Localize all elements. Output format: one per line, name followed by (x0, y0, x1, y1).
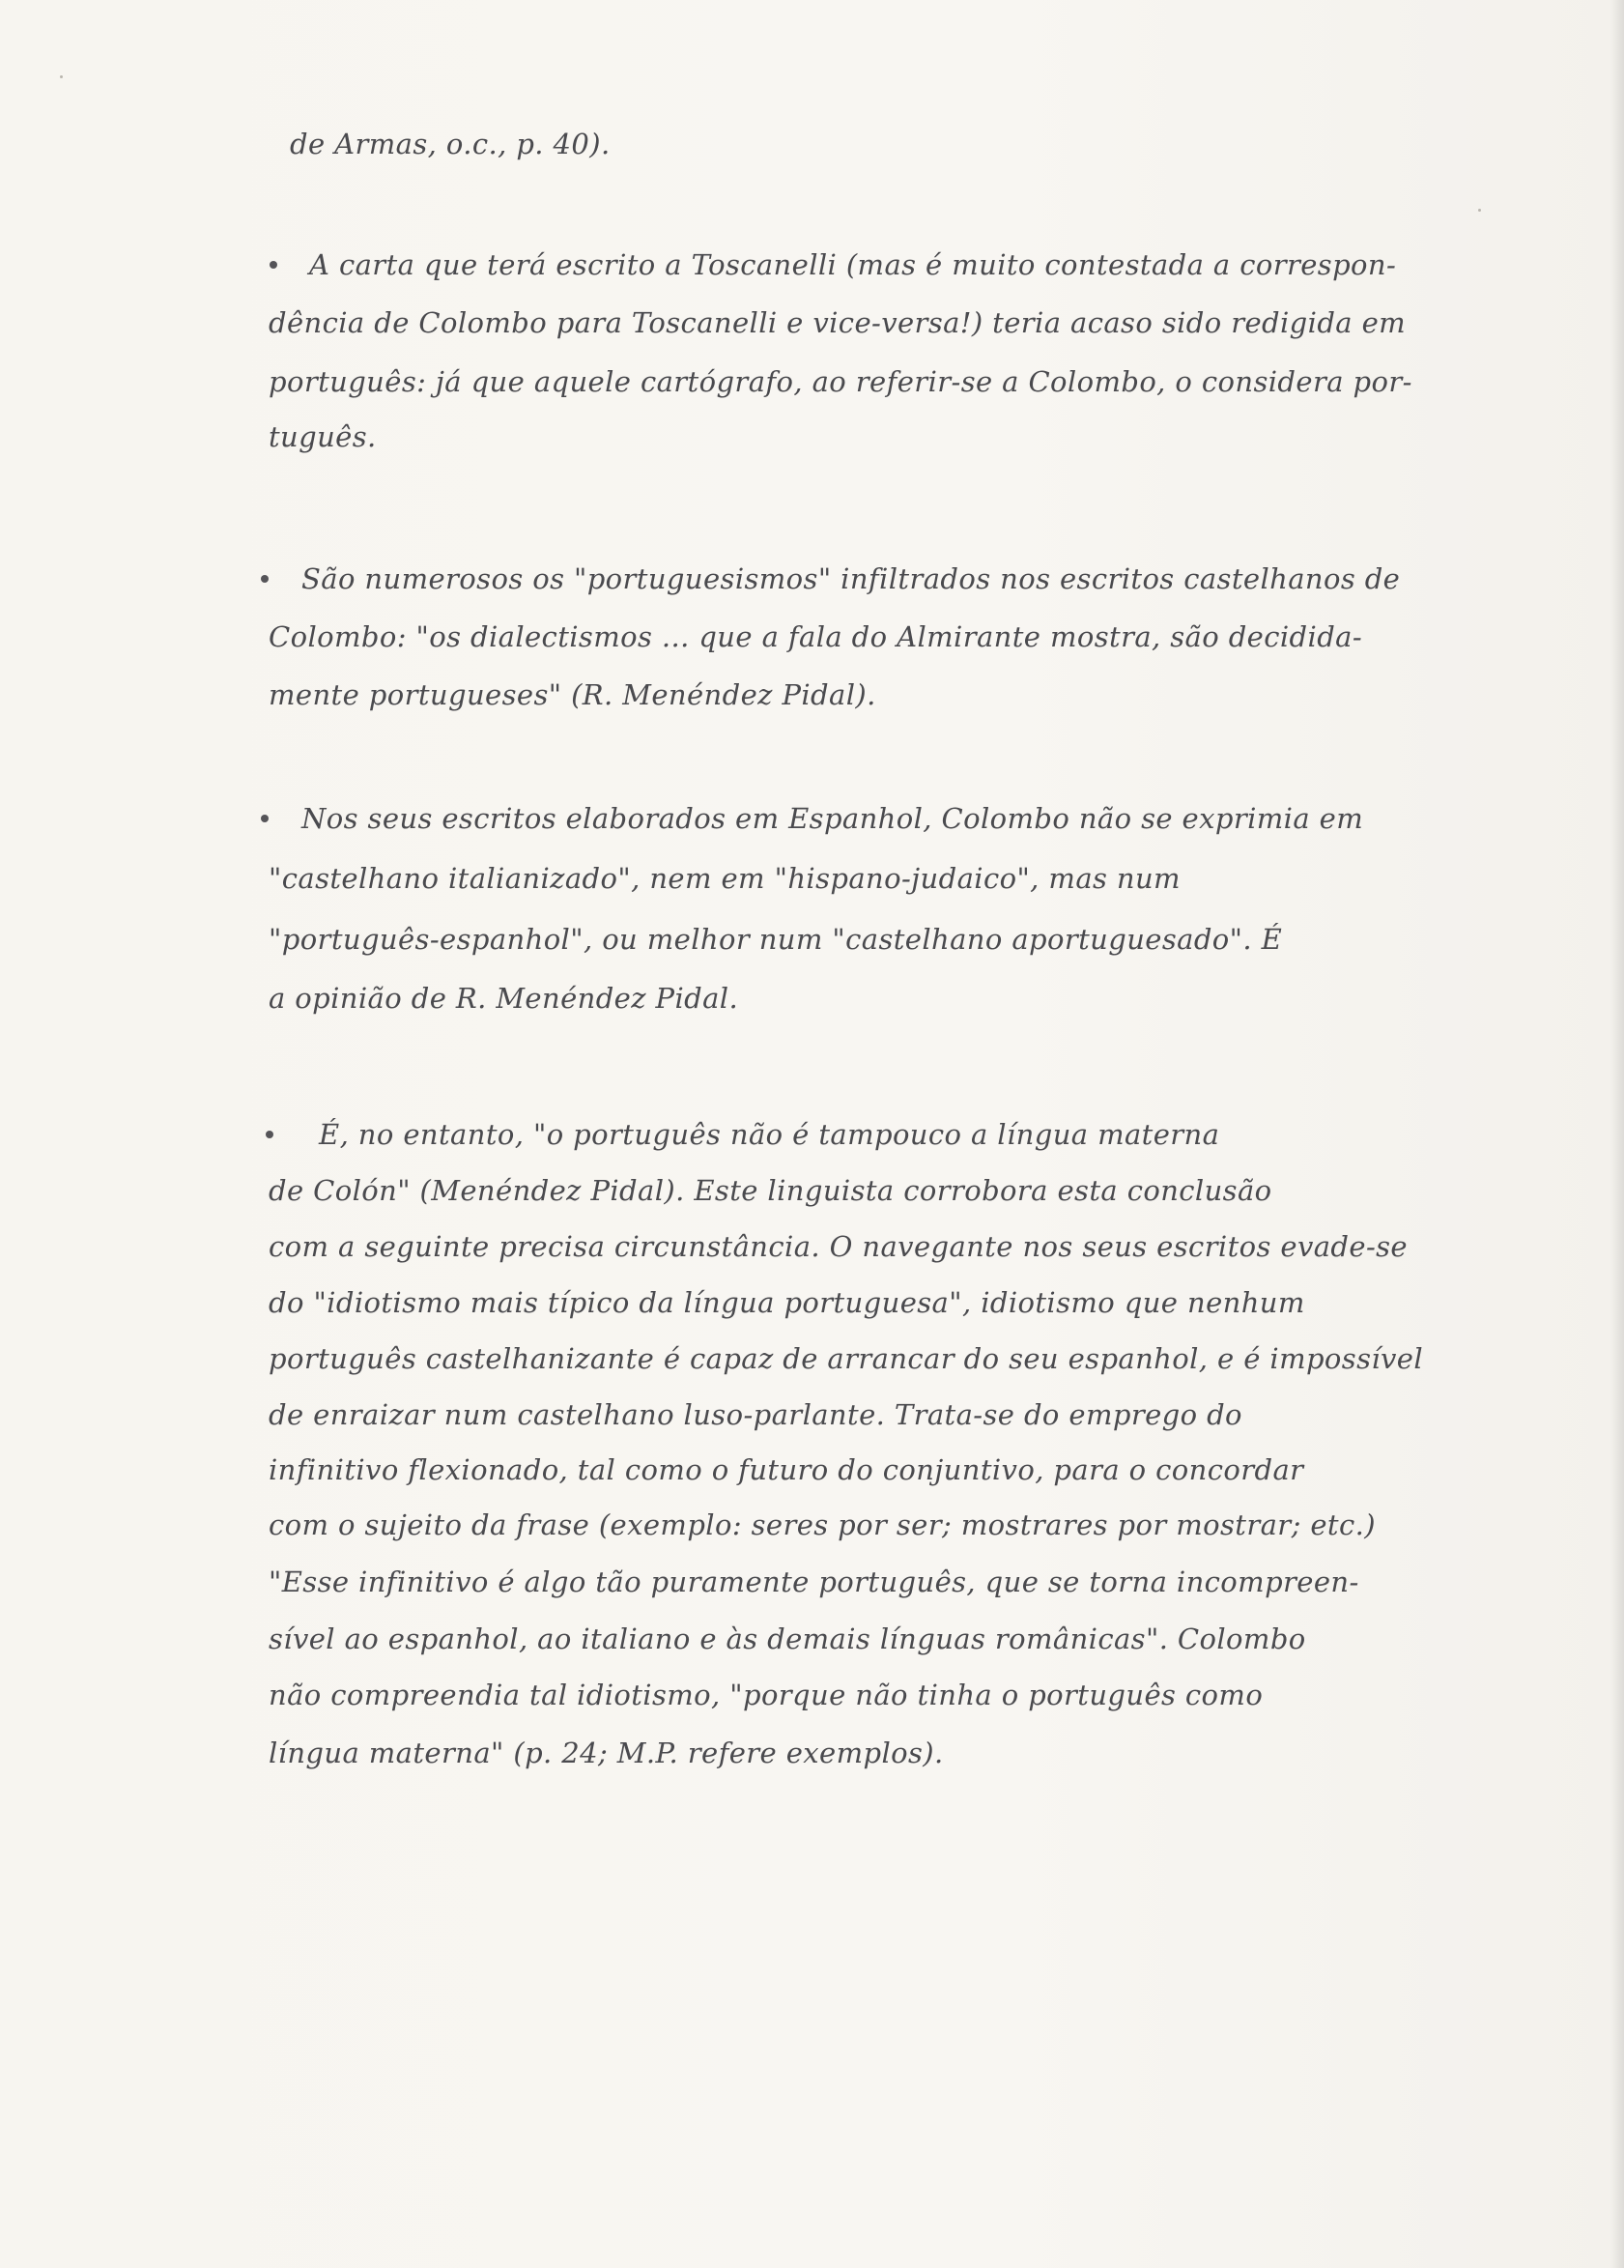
bullet-dot (270, 261, 277, 269)
paragraph-line: do "idiotismo mais típico da língua portuguesa", idiotismo que nenhum (269, 1286, 1305, 1319)
paragraph-line: com a seguinte precisa circunstância. O navegante nos seus escritos evade-se (269, 1230, 1408, 1263)
paragraph-line: com o sujeito da frase (exemplo: seres por ser; mostrares por mostrar; etc.) (269, 1508, 1376, 1541)
continuation-line: de Armas, o.c., p. 40). (290, 128, 611, 160)
paragraph-line: tuguês. (269, 420, 377, 453)
paragraph-line: mente portugueses" (R. Menéndez Pidal). (269, 678, 876, 711)
paragraph-line: português castelhanizante é capaz de arrancar do seu espanhol, e é impossível (269, 1342, 1424, 1375)
paragraph-line: Nos seus escritos elaborados em Espanhol, Colombo não se exprimia em (301, 802, 1364, 835)
paragraph-line: É, no entanto, "o português não é tampouco a língua materna (319, 1118, 1220, 1151)
bullet-dot (266, 1131, 273, 1138)
paragraph-line: Colombo: "os dialectismos ... que a fala do Almirante mostra, são decidida- (269, 620, 1363, 653)
paragraph-line: infinitivo flexionado, tal como o futuro do conjuntivo, para o concordar (269, 1453, 1304, 1486)
paragraph-line: português: já que aquele cartógrafo, ao referir-se a Colombo, o considera por- (269, 365, 1412, 398)
paragraph-line: a opinião de R. Menéndez Pidal. (269, 982, 739, 1015)
paper-speck (60, 75, 63, 78)
paragraph-line: "Esse infinitivo é algo tão puramente português, que se torna incompreen- (269, 1565, 1359, 1598)
paper-speck (1478, 209, 1481, 212)
paragraph-line: de Colón" (Menéndez Pidal). Este linguista corrobora esta conclusão (269, 1174, 1272, 1207)
paragraph-line: língua materna" (p. 24; M.P. refere exemplos). (269, 1737, 944, 1769)
bullet-dot (261, 575, 269, 583)
paragraph-line: sível ao espanhol, ao italiano e às demais línguas românicas". Colombo (269, 1622, 1306, 1655)
paragraph-line: São numerosos os "portuguesismos" infiltrados nos escritos castelhanos de (301, 562, 1401, 595)
bullet-dot (261, 815, 269, 822)
page-edge-shadow (1610, 0, 1624, 2268)
paragraph-line: "português-espanhol", ou melhor num "castelhano aportuguesado". É (269, 923, 1283, 956)
paragraph-line: dência de Colombo para Toscanelli e vice-versa!) teria acaso sido redigida em (269, 306, 1407, 339)
paragraph-line: não compreendia tal idiotismo, "porque não tinha o português como (269, 1679, 1264, 1711)
paragraph-line: "castelhano italianizado", nem em "hispano-judaico", mas num (269, 862, 1181, 895)
paragraph-line: de enraizar num castelhano luso-parlante. Trata-se do emprego do (269, 1398, 1242, 1431)
paragraph-line: A carta que terá escrito a Toscanelli (mas é muito contestada a correspon- (309, 248, 1397, 281)
